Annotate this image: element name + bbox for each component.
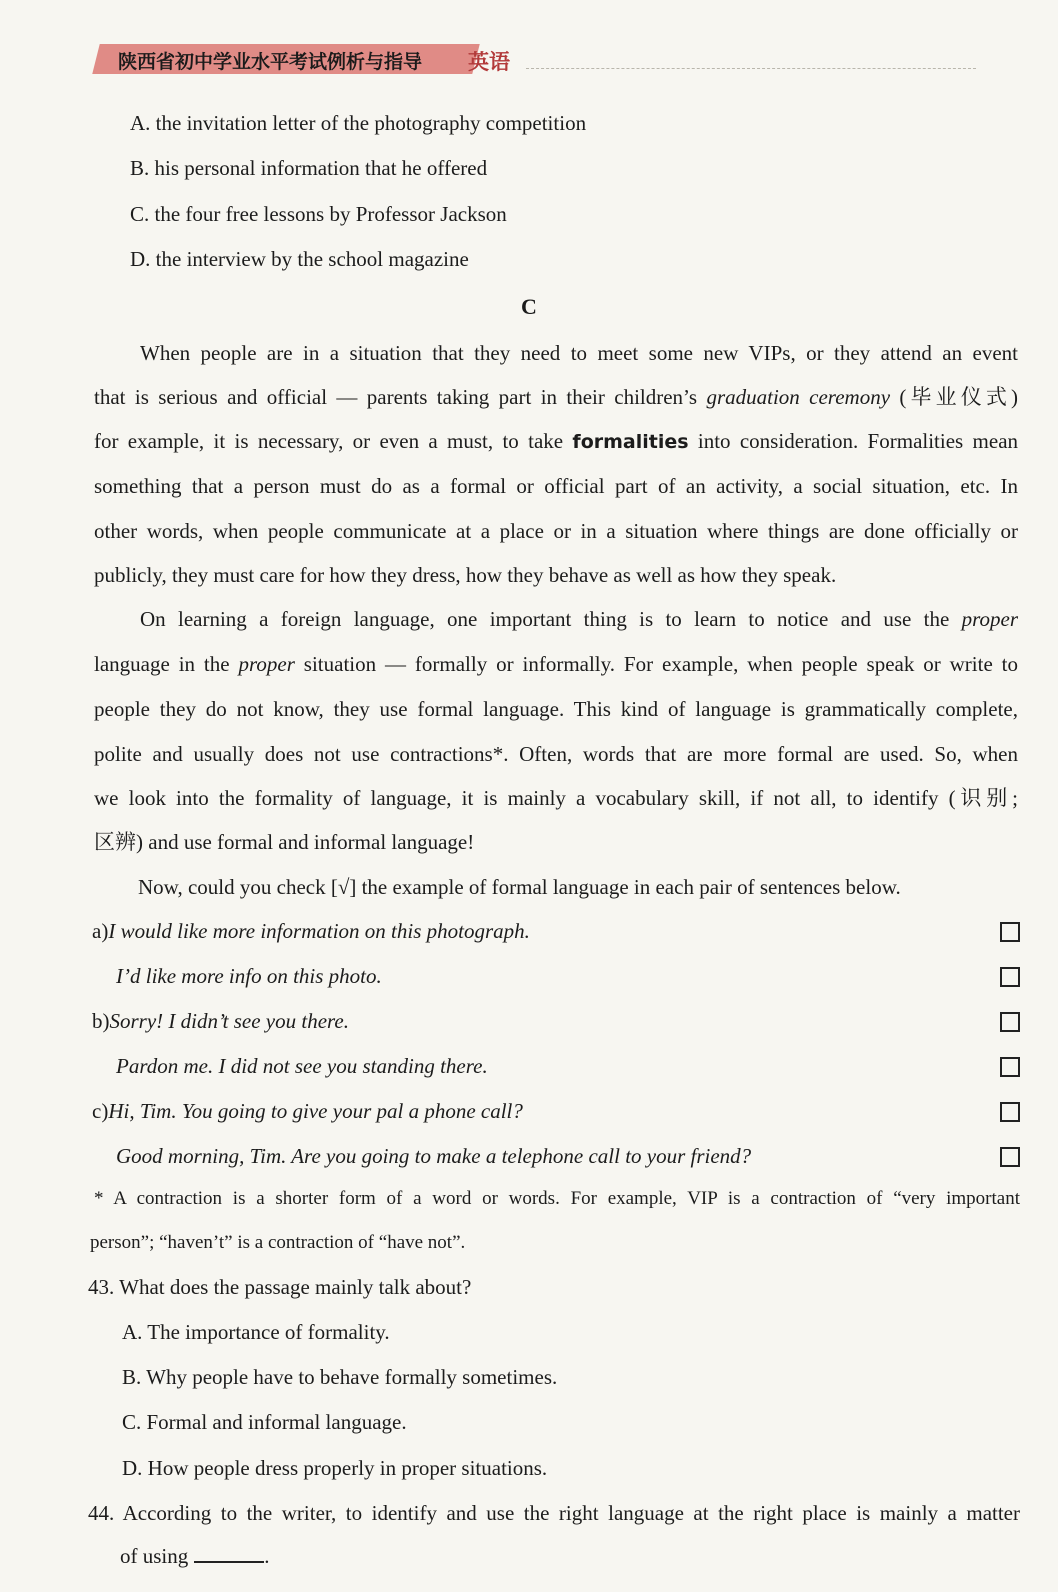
q43-option-b: B. Why people have to behave formally sometimes. <box>122 1365 558 1389</box>
term-graduation-ceremony: graduation ceremony <box>706 385 891 409</box>
q44-of-using: of using <box>120 1544 189 1568</box>
p1-line-3 <box>94 428 1018 455</box>
q44-stem-cont <box>120 1543 270 1569</box>
section-title: C <box>521 294 537 319</box>
p2-line-1a: On learning a foreign language, one important thing is to learn to notice and use the <box>140 607 950 631</box>
p1-line-1: When people are in a situation that they need to meet some new VIPs, or they attend an event <box>140 341 1018 365</box>
pair-a-sentence-2: I’d like more info on this photo. <box>116 964 382 988</box>
pair-c-sentence-1 <box>92 1098 523 1124</box>
prev-option-d: D. the interview by the school magazine <box>130 247 469 271</box>
checkbox-a2[interactable] <box>1000 967 1020 987</box>
prev-option-b: B. his personal information that he offered <box>130 156 488 180</box>
p2-line-3: people they do not know, they use formal language. This kind of language is grammatically complete, <box>94 697 1018 721</box>
book-title: 陕西省初中学业水平考试例析与指导 <box>118 51 423 73</box>
checkbox-b1[interactable] <box>1000 1012 1020 1032</box>
p2-proper-2: proper <box>238 652 295 676</box>
p2-line-1 <box>140 606 1018 632</box>
pair-a-text-1: I would like more information on this photograph. <box>108 919 530 943</box>
pair-b-sentence-1 <box>92 1008 349 1034</box>
p1-line-2 <box>94 384 1018 410</box>
prev-option-c: C. the four free lessons by Professor Jackson <box>130 202 507 226</box>
pair-a-label: a) <box>92 919 109 943</box>
q43-option-d: D. How people dress properly in proper situations. <box>122 1456 548 1480</box>
q43-option-a: A. The importance of formality. <box>122 1320 390 1344</box>
instruction-line: Now, could you check [√] the example of formal language in each pair of sentences below. <box>138 875 901 899</box>
p1-line-3a: for example, it is necessary, or even a must, to take <box>94 429 564 453</box>
pair-c-text-1: Hi, Tim. You going to give your pal a phone call? <box>108 1099 523 1123</box>
pair-a-sentence-1 <box>92 918 530 944</box>
checkbox-c2[interactable] <box>1000 1147 1020 1167</box>
p1-line-5: other words, when people communicate at a place or in a situation where things are done officially or <box>94 519 1018 543</box>
subject-label: 英语 <box>468 49 510 74</box>
checkbox-a1[interactable] <box>1000 922 1020 942</box>
answer-blank[interactable] <box>194 1543 264 1563</box>
p1-line-4: something that a person must do as a formal or official part of an activity, a social situation, etc. In <box>94 474 1018 498</box>
header-rule <box>526 68 976 69</box>
q43-stem: 43. What does the passage mainly talk about? <box>88 1275 472 1299</box>
prev-option-a: A. the invitation letter of the photography competition <box>130 111 587 135</box>
pair-c-label: c) <box>92 1099 109 1123</box>
pair-c-sentence-2: Good morning, Tim. Are you going to make a telephone call to your friend? <box>116 1144 752 1168</box>
q44-period: . <box>264 1544 270 1568</box>
footnote-line-1: * A contraction is a shorter form of a word or words. For example, VIP is a contraction of “very important <box>94 1188 1020 1209</box>
pair-b-label: b) <box>92 1009 110 1033</box>
term-formalities: formalities <box>572 431 689 453</box>
page-header <box>96 40 886 80</box>
p2-line-2b: situation — formally or informally. For example, when people speak or write to <box>303 652 1018 676</box>
p1-line-2a: that is serious and official — parents taking part in their children’s <box>94 385 698 409</box>
p2-line-2a: language in the <box>94 652 230 676</box>
q43-option-c: C. Formal and informal language. <box>122 1410 407 1434</box>
footnote-line-2: person”; “haven’t” is a contraction of “have not”. <box>90 1232 466 1253</box>
pair-b-sentence-2: Pardon me. I did not see you standing there. <box>116 1054 488 1078</box>
p2-line-4: polite and usually does not use contractions*. Often, words that are more formal are used. So, when <box>94 742 1018 766</box>
p2-line-6: 区辨) and use formal and informal language! <box>94 830 475 854</box>
p2-line-5: we look into the formality of language, it is mainly a vocabulary skill, if not all, to identify (识别; <box>94 786 1018 810</box>
p1-line-3b: into consideration. Formalities mean <box>697 429 1019 453</box>
q44-stem: 44. According to the writer, to identify and use the right language at the right place is mainly a matter <box>88 1501 1020 1525</box>
p1-line-6: publicly, they must care for how they dress, how they behave as well as how they speak. <box>94 563 837 587</box>
p2-proper-1: proper <box>961 607 1019 631</box>
pair-b-text-1: Sorry! I didn’t see you there. <box>109 1009 349 1033</box>
p2-line-2 <box>94 651 1018 677</box>
p1-line-2b: (毕业仪式) <box>899 385 1018 409</box>
checkbox-c1[interactable] <box>1000 1102 1020 1122</box>
checkbox-b2[interactable] <box>1000 1057 1020 1077</box>
